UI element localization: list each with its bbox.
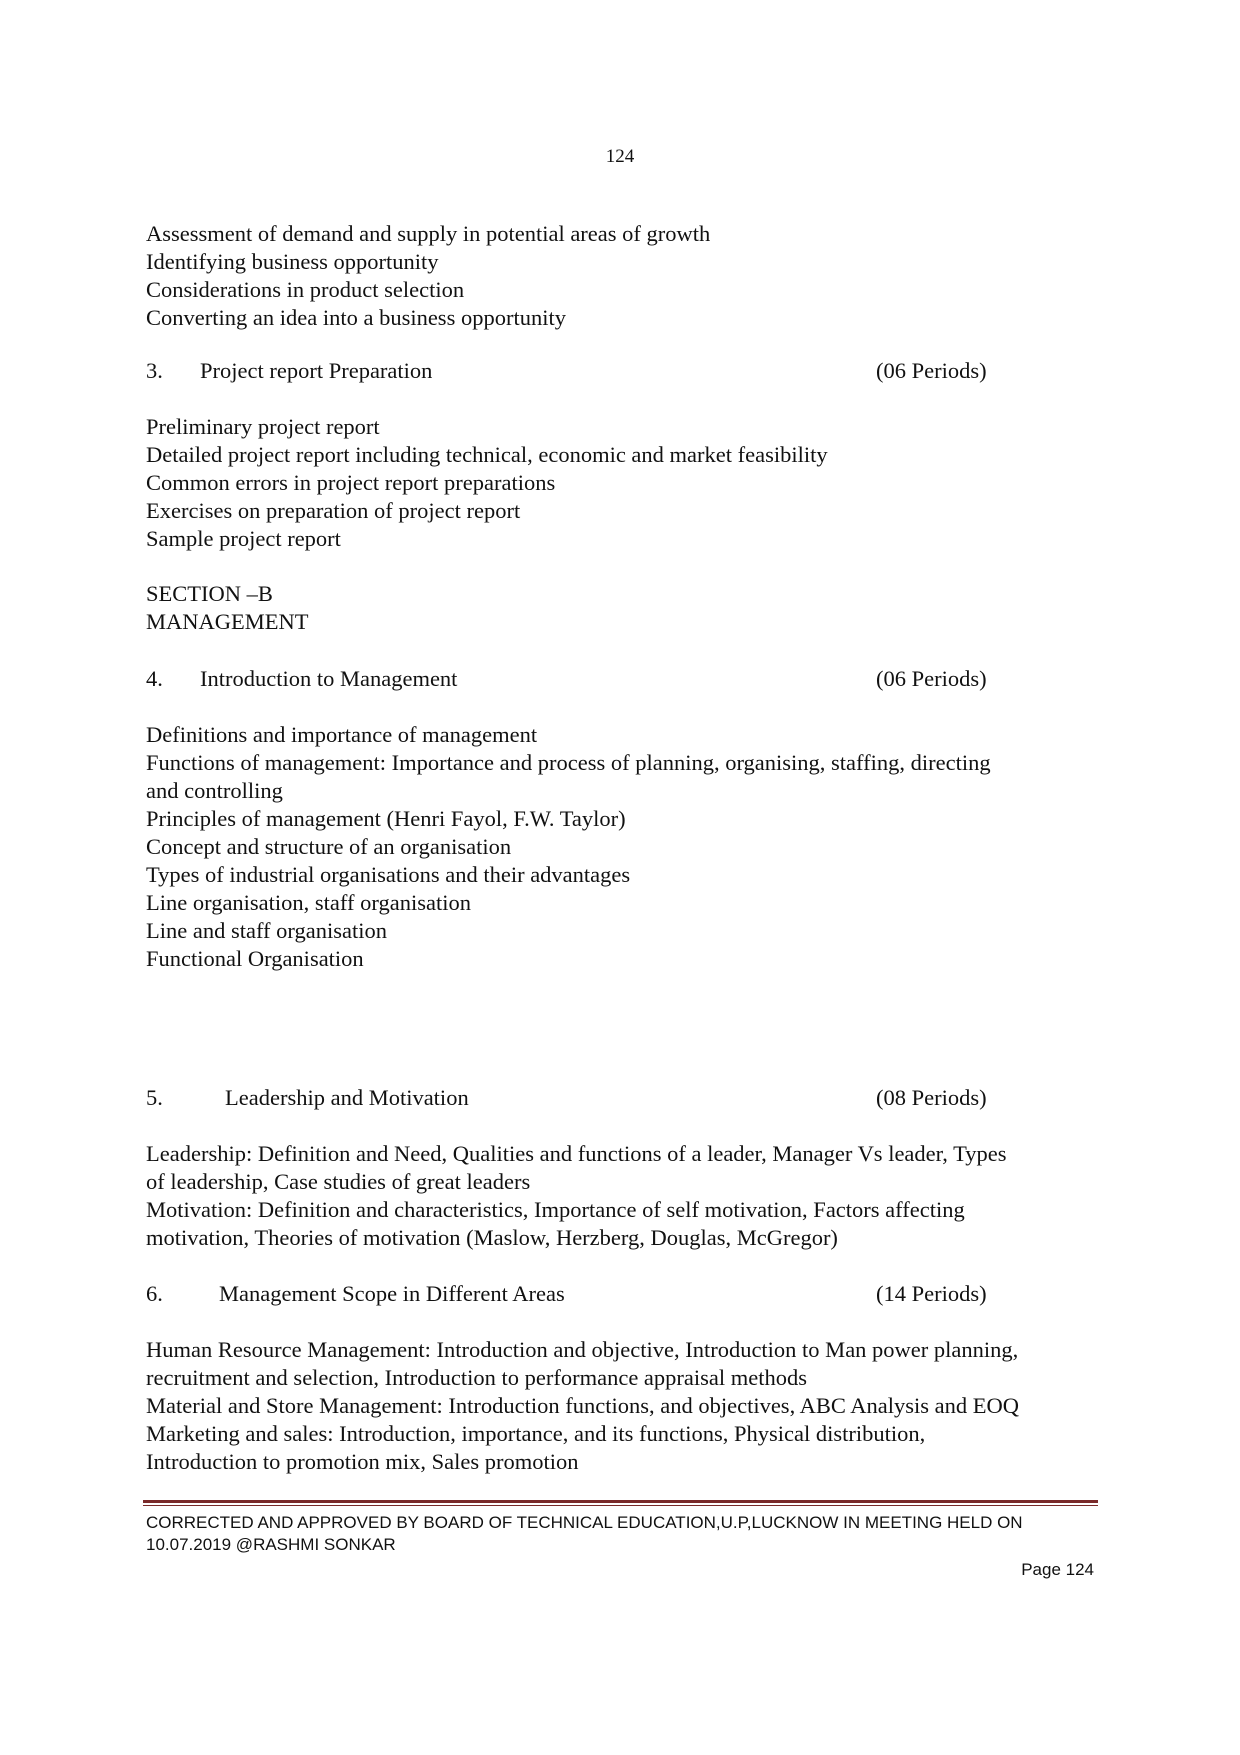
footer-divider-thick: [143, 1500, 1098, 1503]
intro-lines: [146, 220, 1106, 332]
unit-periods: (06 Periods): [876, 358, 987, 383]
unit-number: 4.: [146, 666, 163, 691]
section-name: MANAGEMENT: [146, 609, 309, 634]
unit-3-topics: [146, 413, 1106, 553]
unit-number: 5.: [146, 1085, 163, 1110]
text-line: Line organisation, staff organisation: [146, 890, 471, 915]
text-line: Common errors in project report preparations: [146, 470, 556, 495]
unit-number: 6.: [146, 1281, 163, 1306]
footer-line: CORRECTED AND APPROVED BY BOARD OF TECHNICAL EDUCATION,U.P,LUCKNOW IN MEETING HELD ON: [146, 1513, 1023, 1532]
unit-title: Project report Preparation: [200, 358, 433, 383]
text-line: Leadership: Definition and Need, Qualities and functions of a leader, Manager Vs leader, Types: [146, 1141, 1007, 1166]
text-line: Concept and structure of an organisation: [146, 834, 512, 859]
unit-periods: (06 Periods): [876, 666, 987, 691]
section-label: SECTION –B: [146, 581, 273, 606]
footer-divider-thin: [143, 1505, 1098, 1506]
footer-line: 10.07.2019 @RASHMI SONKAR: [146, 1535, 396, 1554]
text-line: Definitions and importance of management: [146, 722, 538, 747]
text-line: Assessment of demand and supply in potential areas of growth: [146, 221, 711, 246]
text-line: Marketing and sales: Introduction, importance, and its functions, Physical distribution,: [146, 1421, 926, 1446]
text-line: Material and Store Management: Introduction functions, and objectives, ABC Analysis and EOQ: [146, 1393, 1019, 1418]
text-line: Detailed project report including technical, economic and market feasibility: [146, 442, 828, 467]
text-line: Principles of management (Henri Fayol, F.W. Taylor): [146, 806, 626, 831]
text-line: Converting an idea into a business opportunity: [146, 305, 566, 330]
text-line: Motivation: Definition and characteristics, Importance of self motivation, Factors affecting: [146, 1197, 965, 1222]
text-line: Line and staff organisation: [146, 918, 387, 943]
text-line: Human Resource Management: Introduction and objective, Introduction to Man power planning,: [146, 1337, 1019, 1362]
text-line: Sample project report: [146, 526, 341, 551]
text-line: motivation, Theories of motivation (Maslow, Herzberg, Douglas, McGregor): [146, 1225, 838, 1250]
unit-6-topics: [146, 1336, 1106, 1476]
section-heading: [146, 580, 1106, 636]
text-line: of leadership, Case studies of great leaders: [146, 1169, 531, 1194]
footer-note: [146, 1512, 1106, 1556]
unit-periods: (14 Periods): [876, 1281, 987, 1306]
unit-periods: (08 Periods): [876, 1085, 987, 1110]
text-line: Introduction to promotion mix, Sales promotion: [146, 1449, 579, 1474]
text-line: Functional Organisation: [146, 946, 364, 971]
unit-5-topics: [146, 1140, 1106, 1252]
text-line: Functions of management: Importance and process of planning, organising, staffing, directing: [146, 750, 991, 775]
text-line: Preliminary project report: [146, 414, 380, 439]
text-line: recruitment and selection, Introduction to performance appraisal methods: [146, 1365, 808, 1390]
unit-title: Leadership and Motivation: [225, 1085, 469, 1110]
text-line: Exercises on preparation of project report: [146, 498, 521, 523]
text-line: Types of industrial organisations and their advantages: [146, 862, 631, 887]
page-number-top: 124: [605, 146, 635, 167]
unit-number: 3.: [146, 358, 163, 383]
text-line: and controlling: [146, 778, 283, 803]
text-line: Considerations in product selection: [146, 277, 465, 302]
footer-page-number: Page 124: [1021, 1560, 1094, 1579]
unit-4-topics: [146, 721, 1106, 973]
unit-title: Management Scope in Different Areas: [219, 1281, 565, 1306]
text-line: Identifying business opportunity: [146, 249, 439, 274]
unit-title: Introduction to Management: [200, 666, 458, 691]
